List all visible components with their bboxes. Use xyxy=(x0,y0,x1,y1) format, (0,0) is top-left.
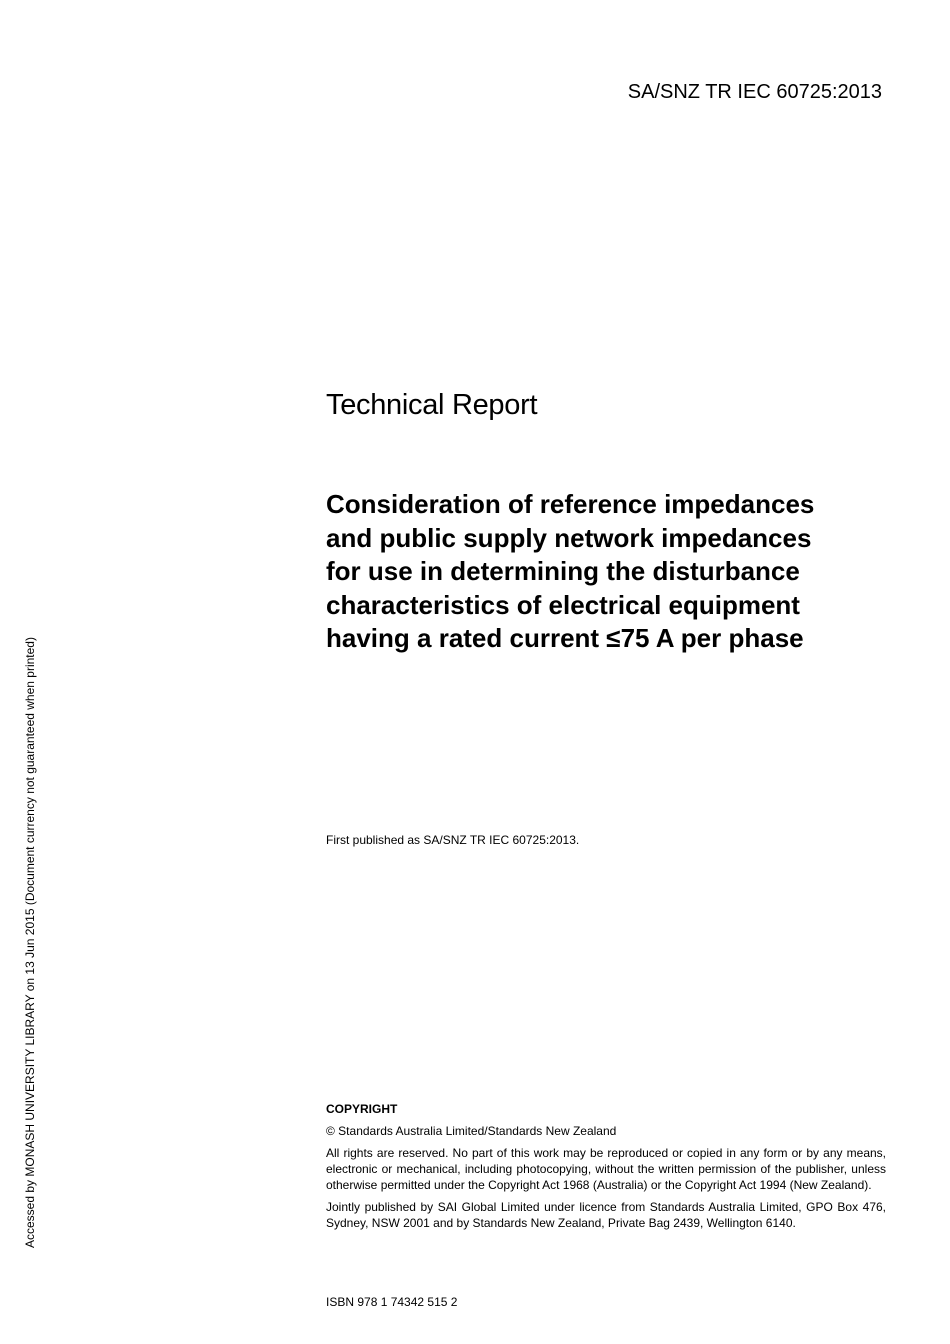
copyright-block xyxy=(326,1101,886,1237)
document-id: SA/SNZ TR IEC 60725:2013 xyxy=(627,81,882,103)
title-line: characteristics of electrical equipment xyxy=(326,589,800,620)
copyright-rights: All rights are reserved. No part of this work may be reproduced or copied in any form or by any means, electronic or mechanical, including photocopying, without the written permission of the publisher, unless otherwise permitted under the Copyright Act 1968 (Australia) or the Copyright Act 1994 (New Zealand). xyxy=(326,1146,886,1192)
title-line: Consideration of reference impedances xyxy=(326,489,815,519)
copyright-owner: © Standards Australia Limited/Standards New Zealand xyxy=(326,1124,617,1138)
first-published-note: First published as SA/SNZ TR IEC 60725:2013. xyxy=(326,833,580,847)
access-watermark: Accessed by MONASH UNIVERSITY LIBRARY on 13 Jun 2015 (Document currency not guaranteed when printed) xyxy=(23,637,37,1248)
copyright-heading: COPYRIGHT xyxy=(326,1102,398,1116)
copyright-publisher: Jointly published by SAI Global Limited under licence from Standards Australia Limited, GPO Box 476, Sydney, NSW 2001 and by Standards New Zealand, Private Bag 2439, Wellington 6140. xyxy=(326,1200,886,1230)
isbn: ISBN 978 1 74342 515 2 xyxy=(326,1295,458,1309)
title-line: and public supply network impedances xyxy=(326,522,812,553)
title-line: for use in determining the disturbance xyxy=(326,556,800,586)
document-title xyxy=(326,488,906,656)
report-type: Technical Report xyxy=(326,389,538,421)
title-line: having a rated current ≤75 A per phase xyxy=(326,623,804,653)
